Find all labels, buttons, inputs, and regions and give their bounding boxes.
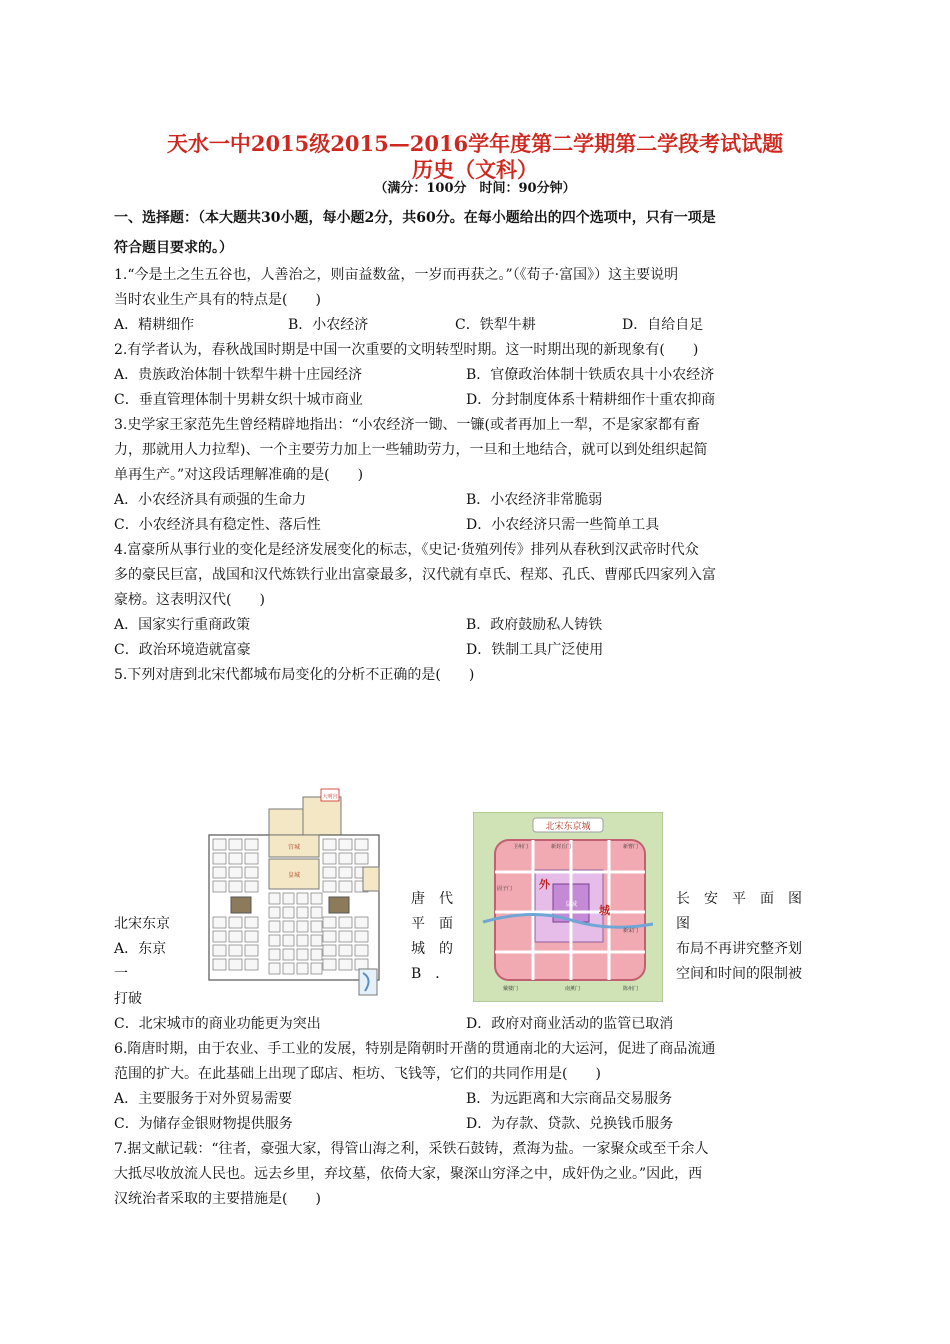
map1-ward <box>245 867 258 878</box>
map1-ward <box>311 893 322 904</box>
map1-ward <box>245 917 258 928</box>
map1-ward <box>283 907 294 918</box>
q6-stem-cont: 范围的扩大。在此基础上出现了邸店、柜坊、飞钱等，它们的共同作用是( ) <box>114 1066 601 1082</box>
map1-ward <box>311 935 322 946</box>
q1-option-b: B．小农经济 <box>288 317 369 333</box>
map1-ward <box>297 949 308 960</box>
map1-ward <box>339 959 352 970</box>
exam-title: 天水一中2015级2015—2016学年度第二学期第二学段考试试题 <box>166 131 784 156</box>
map1-ward <box>245 931 258 942</box>
q6-option-a: A．主要服务于对外贸易需要 <box>114 1091 293 1107</box>
map1-ward <box>355 853 368 864</box>
map1-ward <box>283 893 294 904</box>
q1-stem: 1.“今是土之生五谷也，人善治之，则亩益数盆，一岁而再获之。”（《荀子·富国》）这主要说明 <box>114 267 679 283</box>
map1-ward <box>311 949 322 960</box>
map2-gate-chenzhou: 陈州门 <box>623 986 639 992</box>
map1-ward <box>323 917 336 928</box>
q2-option-d: D．分封制度体系十精耕细作十重农抑商 <box>466 392 716 408</box>
map1-ward <box>355 945 368 956</box>
map1-ward <box>213 853 226 864</box>
q4-option-d: D．铁制工具广泛使用 <box>466 642 604 658</box>
map1-ward <box>213 867 226 878</box>
map1-ward <box>297 935 308 946</box>
map2-gate-xinfengqiu: 新封丘门 <box>551 844 572 850</box>
map1-ward <box>297 893 308 904</box>
map2-gate-nanxun: 南薰门 <box>565 986 581 992</box>
map2-label-cheng: 城 <box>599 904 610 917</box>
q7-stem-cont: 大抵尽收放流人民也。远去乡里，弃坟墓，依倚大家，聚深山穷泽之中，成奸伪之业。”因此，西 <box>114 1166 703 1182</box>
q3-stem-cont2: 单再生产。”对这段话理解准确的是( ) <box>114 467 364 483</box>
map1-ward <box>269 893 280 904</box>
map1-ward <box>229 867 242 878</box>
map2-gate-xincao: 新曹门 <box>623 844 639 850</box>
q7-stem-cont2: 汉统治者采取的主要措施是( ) <box>114 1191 321 1207</box>
q6-stem: 6.隋唐时期，由于农业、手工业的发展，特别是隋朝时开凿的贯通南北的大运河，促进了商品流通 <box>114 1041 716 1057</box>
q5-frag-right-3: 布局不再讲究整齐划 <box>676 941 802 957</box>
section-heading: 一、选择题：（本大题共30小题，每小题2分，共60分。在每小题给出的四个选项中，只有一项是 <box>114 210 716 226</box>
map1-ward <box>355 931 368 942</box>
q6-option-c: C．为储存金银财物提供服务 <box>114 1116 293 1132</box>
q5-frag-right-4: 空间和时间的限制被 <box>676 966 802 982</box>
map1-ward <box>323 945 336 956</box>
map2-title: 北宋东京城 <box>545 822 591 832</box>
map1-ward <box>339 867 352 878</box>
map1-ward <box>229 931 242 942</box>
q1-stem-cont: 当时农业生产具有的特点是( ) <box>114 292 321 308</box>
q4-option-c: C．政治环境造就富豪 <box>114 642 251 658</box>
q5-frag-mid-1: 唐 代 <box>411 891 453 907</box>
q5-frag-right-2: 图 <box>676 916 690 932</box>
map1-ward <box>311 963 322 974</box>
map1-ward <box>213 917 226 928</box>
map1-ward <box>323 867 336 878</box>
q1-option-d: D．自给自足 <box>622 317 704 333</box>
map1-ward <box>323 959 336 970</box>
q5-frag-mid-2: 平 面 <box>411 916 453 932</box>
q6-option-b: B．为远距离和大宗商品交易服务 <box>466 1091 673 1107</box>
q5-stem: 5.下列对唐到北宋代都城布局变化的分析不正确的是( ) <box>114 667 475 683</box>
map1-ward <box>355 917 368 928</box>
q7-stem: 7.据文献记载：“往者，豪强大家，得管山海之利，采铁石鼓铸，煮海为盐。一家聚众或至千余人 <box>114 1141 709 1157</box>
q5-frag-mid-4: B ． <box>411 966 450 982</box>
map1-ward <box>245 959 258 970</box>
map2-gate-guzi: 固子门 <box>497 886 513 892</box>
map1-ward <box>311 907 322 918</box>
map1-ward <box>229 853 242 864</box>
map1-ward <box>213 945 226 956</box>
map1-ward <box>355 839 368 850</box>
map1-ward <box>213 839 226 850</box>
map1-ward <box>297 963 308 974</box>
map1-ward <box>229 917 242 928</box>
q4-stem-cont2: 豪榜。这表明汉代( ) <box>114 592 265 608</box>
map1-ward <box>269 921 280 932</box>
map1-ward <box>339 945 352 956</box>
changan-map <box>203 787 388 1002</box>
q3-stem-cont: 力，那就用人力拉犁)、一个主要劳力加上一些辅助劳力，一旦和土地结合，就可以到处组织起简 <box>114 442 708 458</box>
q3-stem: 3.史学家王家范先生曾经精辟地指出：“小农经济一锄、一镰(或者再加上一犁，不是家家都有畜 <box>114 417 700 433</box>
map1-ward <box>323 931 336 942</box>
q4-stem: 4.富豪所从事行业的变化是经济发展变化的标志，《史记·货殖列传》排列从春秋到汉武帝时代众 <box>114 542 699 558</box>
map2-gate-dailou: 戴楼门 <box>503 986 519 992</box>
map1-ward <box>323 881 336 892</box>
q2-option-c: C．垂直管理体制十男耕女织十城市商业 <box>114 392 363 408</box>
section-heading-cont: 符合题目要求的。） <box>114 240 233 256</box>
map1-ward <box>245 881 258 892</box>
map1-ward <box>339 881 352 892</box>
q3-option-c: C．小农经济具有稳定性、落后性 <box>114 517 321 533</box>
q5-frag-mid-3: 城 的 <box>411 941 453 957</box>
map1-label-daming: 大明宫 <box>322 794 338 800</box>
q2-stem: 2.有学者认为，春秋战国时期是中国一次重要的文明转型时期。这一时期出现的新现象有( ) <box>114 342 699 358</box>
map1-ward <box>311 921 322 932</box>
map1-ward <box>269 935 280 946</box>
map1-label-huangcheng: 皇城 <box>287 872 301 879</box>
map1-ward <box>283 921 294 932</box>
q4-option-a: A．国家实行重商政策 <box>114 617 251 633</box>
map1-ward <box>339 917 352 928</box>
q2-option-a: A．贵族政治体制十铁犁牛耕十庄园经济 <box>114 367 363 383</box>
map2-label-huangcheng: 皇城 <box>564 901 578 908</box>
q4-option-b: B．政府鼓励私人铸铁 <box>466 617 603 633</box>
map1-ward <box>339 931 352 942</box>
q5-frag-right-1: 长 安 平 面 图 <box>676 891 802 907</box>
map1-ward <box>269 907 280 918</box>
exam-subject: 历史（文科） <box>412 157 538 182</box>
map1-ward <box>323 853 336 864</box>
map1-ward <box>339 839 352 850</box>
map1-ward <box>229 839 242 850</box>
map1-ward <box>269 963 280 974</box>
q3-option-b: B．小农经济非常脆弱 <box>466 492 603 508</box>
map1-ward <box>213 931 226 942</box>
map1-ward <box>229 881 242 892</box>
q1-option-a: A．精耕细作 <box>114 317 195 333</box>
q6-option-d: D．为存款、贷款、兑换钱币服务 <box>466 1116 674 1132</box>
map1-ward <box>297 907 308 918</box>
map1-ward <box>245 945 258 956</box>
q5-frag-left-3: 一 <box>114 966 128 982</box>
map1-ward <box>339 853 352 864</box>
map1-label-gongcheng: 宫城 <box>287 844 301 851</box>
map2-gate-weizhou: 卫州门 <box>513 844 529 850</box>
dongjing-map <box>473 812 663 1002</box>
map1-ward <box>213 881 226 892</box>
map1-ward <box>229 959 242 970</box>
map1-ward <box>355 959 368 970</box>
map1-ward <box>283 935 294 946</box>
q5-option-d: D．政府对商业活动的监管已取消 <box>466 1016 674 1032</box>
map1-ward <box>245 839 258 850</box>
q4-stem-cont: 多的豪民巨富，战国和汉代炼铁行业出富豪最多，汉代就有卓氏、程郑、孔氏、曹邴氏四家列入富 <box>114 567 716 583</box>
q5-frag-left-1: 北宋东京 <box>114 916 170 932</box>
q5-frag-left-2: A．东京 <box>114 941 167 957</box>
exam-meta: （满分：100分 时间：90分钟） <box>374 181 576 196</box>
q5-frag-left-4: 打破 <box>114 991 142 1007</box>
map1-ward <box>269 949 280 960</box>
map2-label-wai: 外 <box>539 878 550 891</box>
q5-option-c: C．北宋城市的商业功能更为突出 <box>114 1016 321 1032</box>
q1-option-c: C．铁犁牛耕 <box>455 317 536 333</box>
map1-ward <box>323 839 336 850</box>
map2-gate-xinsong: 新宋门 <box>623 928 639 934</box>
q3-option-d: D．小农经济只需一些简单工具 <box>466 517 660 533</box>
map1-ward <box>297 921 308 932</box>
map1-ward <box>283 949 294 960</box>
map1-ward <box>283 963 294 974</box>
map1-ward <box>245 853 258 864</box>
map1-ward <box>213 959 226 970</box>
q2-option-b: B．官僚政治体制十铁质农具十小农经济 <box>466 367 715 383</box>
q3-option-a: A．小农经济具有顽强的生命力 <box>114 492 307 508</box>
map1-ward <box>229 945 242 956</box>
